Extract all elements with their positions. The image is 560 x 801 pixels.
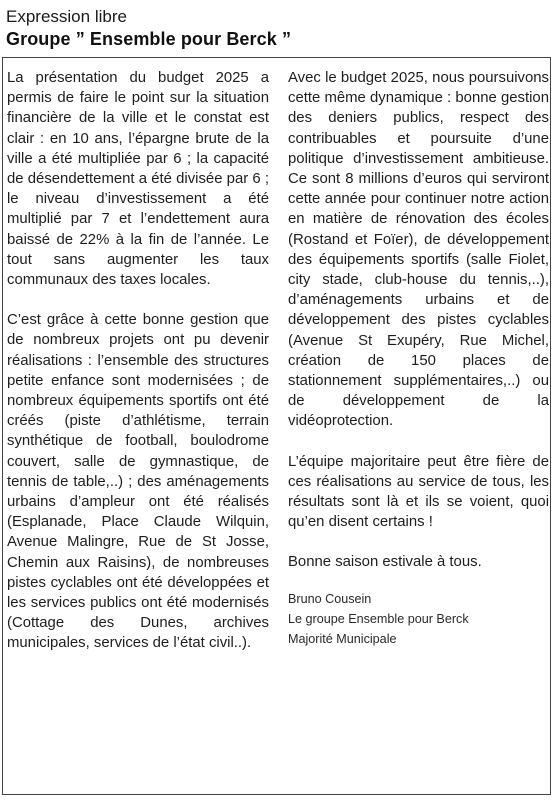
- signature-name: Bruno Cousein: [288, 591, 372, 606]
- article-header: [6, 6, 554, 50]
- left-column: [7, 68, 269, 654]
- section-kicker: Expression libre: [6, 7, 127, 26]
- left-paragraph-1: La présentation du budget 2025 a permis de faire le point sur la situation financière de la ville et le constat est clair : en 10 ans, l’épargne brute de la ville a été multipliée par 6 ; la capacité de désendettement a été divisée par 6 ; le niveau d’investissement a été multiplié par 7 et l’endettement aura baissé de 22% à la fin de l’année. Le tout sans augmenter les taux communaux des taxes locales.: [7, 70, 269, 289]
- right-paragraph-2: L’équipe majoritaire peut être fière de ces réalisations au service de tous, les résultats sont là et ils se voient, quoi qu’en disent certains !: [288, 453, 549, 531]
- signature-block: [288, 589, 549, 649]
- right-paragraph-3: Bonne saison estivale à tous.: [288, 554, 482, 571]
- article-frame: [2, 57, 551, 795]
- article-title: Groupe ” Ensemble pour Berck ”: [6, 29, 292, 49]
- right-paragraph-1: Avec le budget 2025, nous poursuivons cette même dynamique : bonne gestion des deniers publics, respect des contribuables et poursuite d’une politique d’investissement ambitieuse. Ce sont 8 millions d’euros qui serviront cette année pour continuer notre action en matière de rénovation des écoles (Rostand et Foïer), de développement des équipements sportifs (salle Fiolet, city stade, club-house du tennis,..), d’aménagements urbains et de développement des pistes cyclables (Avenue St Exupéry, Rue Michel, création de 150 places de stationnement supplémentaires,..) ou de développement de la vidéoprotection.: [288, 70, 549, 430]
- left-paragraph-2: C’est grâce à cette bonne gestion que de nombreux projets ont pu devenir réalisations : l’ensemble des structures petite enfance sont modernisées ; de nombreux équipements sportifs ont été créés (piste d’athlétisme, terrain synthétique de football, boulodrome couvert, salle de gymnastique, de tennis de table,..) ; des aménagements urbains d’ampleur ont été réalisés (Esplanade, Place Claude Wilquin, Avenue Malingre, Rue de St Josse, Chemin aux Raisins), de nombreuses pistes cyclables ont été développées et les services publics ont été modernisés (Cottage des Dunes, archives municipales, services de l’état civil..).: [7, 312, 269, 652]
- signature-group: Le groupe Ensemble pour Berck: [288, 611, 469, 626]
- signature-role: Majorité Municipale: [288, 631, 397, 646]
- right-column: [288, 68, 549, 649]
